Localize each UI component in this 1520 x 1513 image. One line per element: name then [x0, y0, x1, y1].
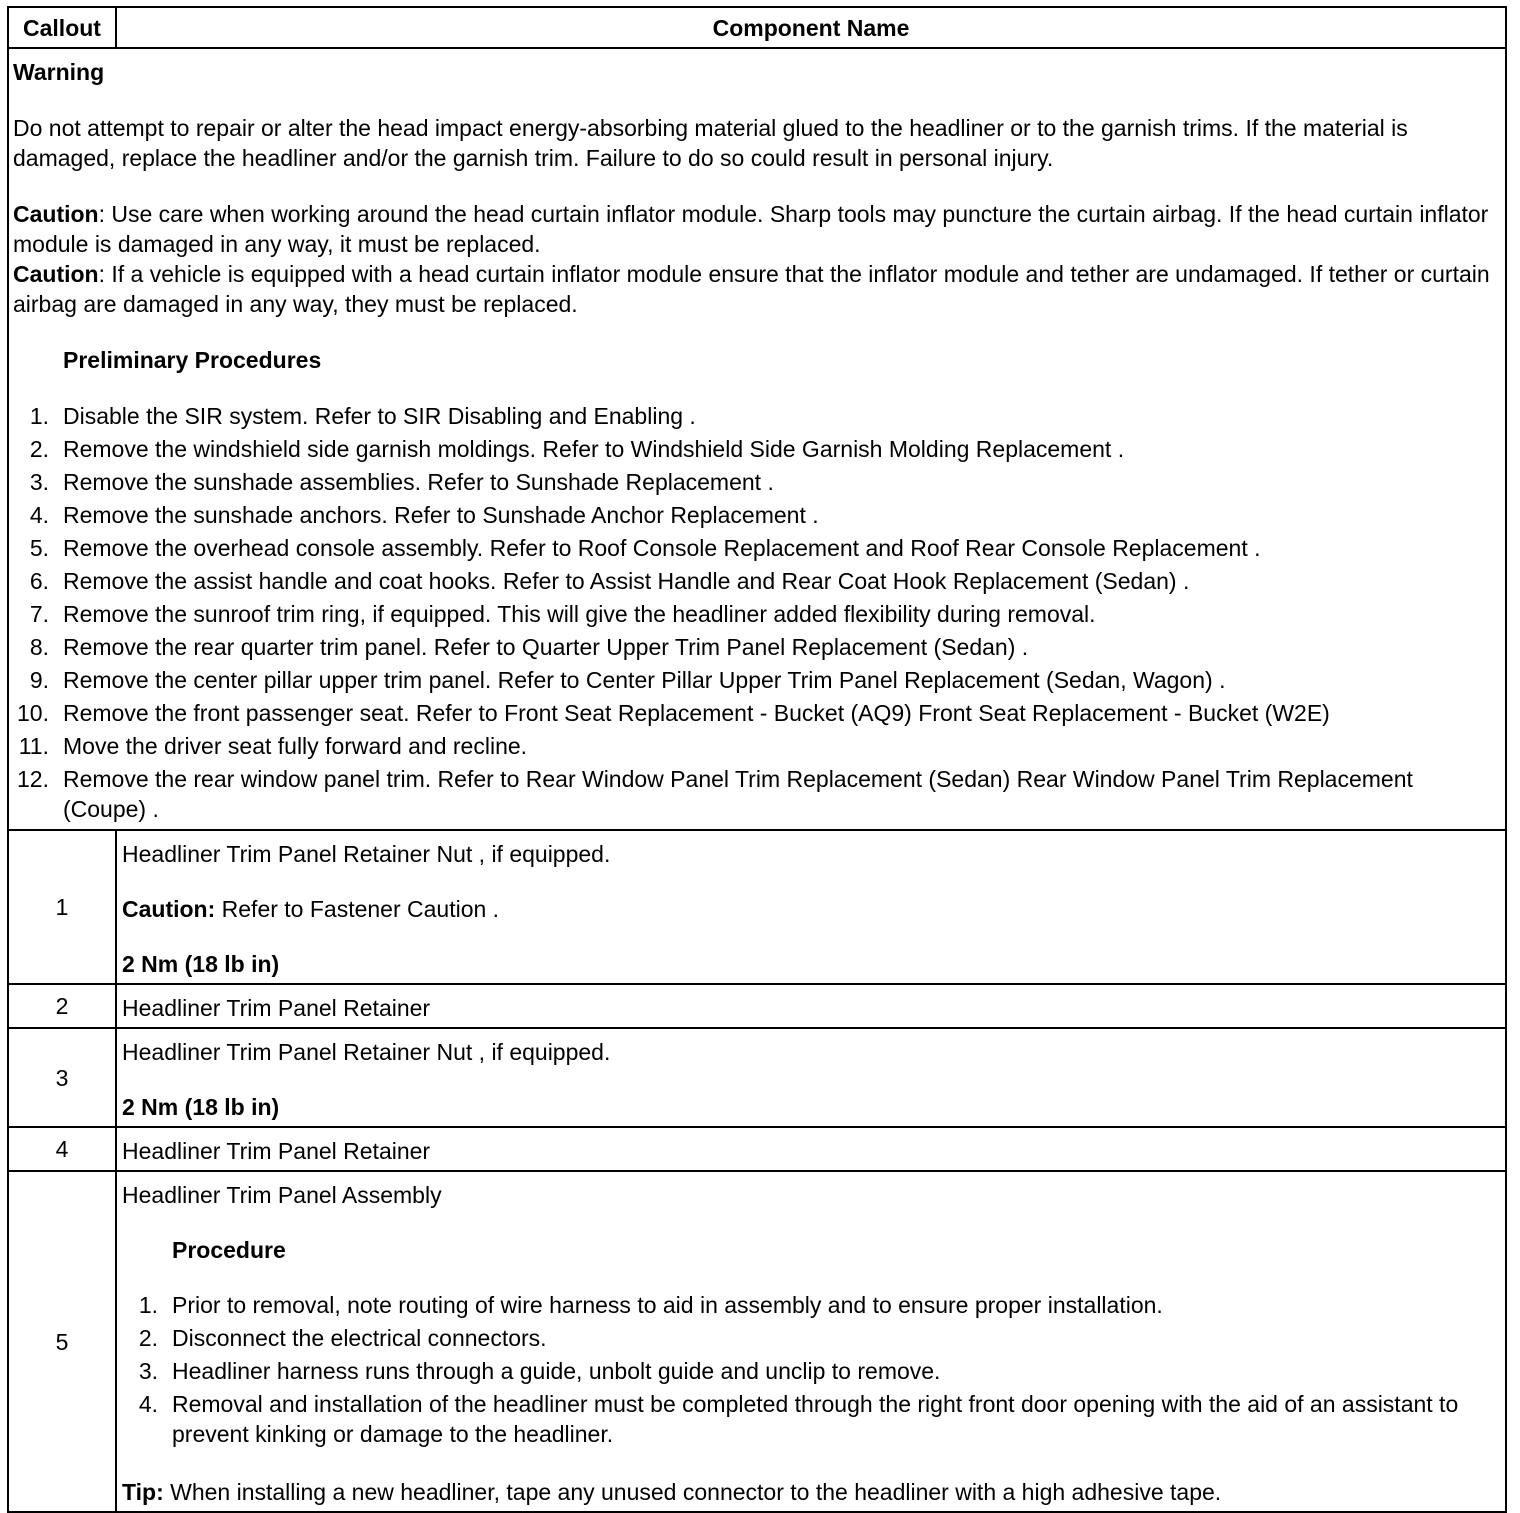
step-number: 4.	[29, 502, 49, 528]
step-text: Disable the SIR system. Refer to SIR Disabling and Enabling .	[63, 403, 696, 429]
step-text: Headliner harness runs through a guide, unbolt guide and unclip to remove.	[172, 1358, 941, 1384]
step-text: Remove the windshield side garnish moldings. Refer to Windshield Side Garnish Molding Replacement .	[63, 436, 1125, 462]
step-text: Remove the rear quarter trim panel. Refer to Quarter Upper Trim Panel Replacement (Sedan) .	[63, 634, 1029, 660]
component-cell	[116, 984, 1506, 1028]
tip-label: Tip:	[122, 1479, 164, 1505]
caution-2-text: : If a vehicle is equipped with a head curtain inflator module ensure that the inflator module and tether are undamaged. If tether or curtain airbag are damaged in any way, they must be replaced.	[13, 261, 1490, 317]
step-number: 7.	[29, 601, 49, 627]
torque-spec: 2 Nm (18 lb in)	[122, 1094, 280, 1120]
step-number: 8.	[29, 634, 49, 660]
step-item	[13, 599, 1501, 629]
step-item	[13, 764, 1501, 824]
procedure-steps	[122, 1290, 1500, 1449]
step-number: 1.	[138, 1292, 158, 1318]
preliminary-steps	[13, 401, 1501, 824]
step-number: 9.	[29, 667, 49, 693]
torque-spec: 2 Nm (18 lb in)	[122, 951, 280, 977]
table-row	[8, 984, 1506, 1028]
table-row	[8, 1028, 1506, 1127]
step-item	[13, 467, 1501, 497]
step-text: Remove the center pillar upper trim panel. Refer to Center Pillar Upper Trim Panel Replacement (Sedan, Wagon) .	[63, 667, 1226, 693]
callout-cell: 3	[8, 1028, 116, 1127]
step-item	[13, 566, 1501, 596]
table-row	[8, 1127, 1506, 1171]
step-item	[13, 698, 1501, 728]
callout-header: Callout	[8, 7, 116, 48]
component-name-header: Component Name	[116, 7, 1506, 48]
component-cell	[116, 1127, 1506, 1171]
component-cell	[116, 830, 1506, 984]
step-text: Prior to removal, note routing of wire harness to aid in assembly and to ensure proper installation.	[172, 1292, 1163, 1318]
caution-label: Caution:	[122, 896, 216, 922]
warning-title: Warning	[13, 59, 105, 85]
step-item	[13, 500, 1501, 530]
procedure-title: Procedure	[172, 1237, 286, 1263]
step-text: Move the driver seat fully forward and recline.	[63, 733, 528, 759]
step-text: Remove the sunshade assemblies. Refer to Sunshade Replacement .	[63, 469, 774, 495]
step-number: 2.	[29, 436, 49, 462]
step-item	[13, 665, 1501, 695]
step-item	[122, 1290, 1500, 1320]
component-name: Headliner Trim Panel Assembly	[122, 1182, 442, 1208]
caution-1-text: : Use care when working around the head curtain inflator module. Sharp tools may puncture the curtain airbag. If the head curtain inflator module is damaged in any way, it must be replaced.	[13, 201, 1489, 257]
step-item	[13, 401, 1501, 431]
component-name: Headliner Trim Panel Retainer Nut , if equipped.	[122, 1039, 611, 1065]
step-text: Removal and installation of the headliner must be completed through the right front door opening with the aid of an assistant to prevent kinking or damage to the headliner.	[172, 1391, 1459, 1447]
table-row	[8, 1171, 1506, 1512]
component-table	[7, 6, 1507, 1513]
step-text: Remove the sunroof trim ring, if equipped. This will give the headliner added flexibility during removal.	[63, 601, 1096, 627]
caution-label: Caution	[13, 201, 99, 227]
step-text: Remove the rear window panel trim. Refer to Rear Window Panel Trim Replacement (Sedan) Rear Window Panel Trim Replacement (Coupe) .	[63, 766, 1413, 822]
callout-cell: 1	[8, 830, 116, 984]
step-number: 10.	[17, 700, 49, 726]
step-item	[122, 1389, 1500, 1449]
step-item	[13, 434, 1501, 464]
fastener-caution	[122, 894, 1500, 924]
caution-2	[13, 259, 1501, 319]
tip	[122, 1477, 1500, 1507]
step-item	[13, 632, 1501, 662]
callout-cell: 4	[8, 1127, 116, 1171]
component-cell	[116, 1171, 1506, 1512]
step-item	[122, 1323, 1500, 1353]
step-text: Remove the overhead console assembly. Refer to Roof Console Replacement and Roof Rear Console Replacement .	[63, 535, 1261, 561]
step-number: 12.	[17, 766, 49, 792]
table-row	[8, 830, 1506, 984]
step-text: Remove the sunshade anchors. Refer to Sunshade Anchor Replacement .	[63, 502, 819, 528]
component-name: Headliner Trim Panel Retainer	[122, 995, 431, 1021]
step-number: 11.	[18, 733, 49, 759]
caution-text: Refer to Fastener Caution .	[215, 896, 500, 922]
step-number: 3.	[29, 469, 49, 495]
step-item	[13, 731, 1501, 761]
step-number: 2.	[138, 1325, 158, 1351]
step-text: Remove the assist handle and coat hooks. Refer to Assist Handle and Rear Coat Hook Replacement (Sedan) .	[63, 568, 1190, 594]
step-number: 5.	[29, 535, 49, 561]
preliminary-procedures-title: Preliminary Procedures	[63, 347, 322, 373]
caution-label: Caution	[13, 261, 99, 287]
intro-cell	[8, 48, 1506, 830]
header-row	[8, 7, 1506, 48]
callout-cell: 2	[8, 984, 116, 1028]
intro-row	[8, 48, 1506, 830]
warning-text: Do not attempt to repair or alter the head impact energy-absorbing material glued to the headliner or to the garnish trims. If the material is damaged, replace the headliner and/or the garnish trim. Failure to do so could result in personal injury.	[13, 115, 1408, 171]
step-item	[13, 533, 1501, 563]
component-name: Headliner Trim Panel Retainer Nut , if equipped.	[122, 841, 611, 867]
component-name: Headliner Trim Panel Retainer	[122, 1138, 431, 1164]
callout-cell: 5	[8, 1171, 116, 1512]
step-text: Disconnect the electrical connectors.	[172, 1325, 547, 1351]
tip-text: When installing a new headliner, tape any unused connector to the headliner with a high adhesive tape.	[163, 1479, 1222, 1505]
step-item	[122, 1356, 1500, 1386]
component-cell	[116, 1028, 1506, 1127]
step-number: 3.	[138, 1358, 158, 1384]
step-number: 1.	[29, 403, 49, 429]
step-text: Remove the front passenger seat. Refer to Front Seat Replacement - Bucket (AQ9) Front Seat Replacement - Bucket (W2E)	[63, 700, 1330, 726]
step-number: 6.	[29, 568, 49, 594]
caution-1	[13, 199, 1501, 259]
step-number: 4.	[138, 1391, 158, 1417]
